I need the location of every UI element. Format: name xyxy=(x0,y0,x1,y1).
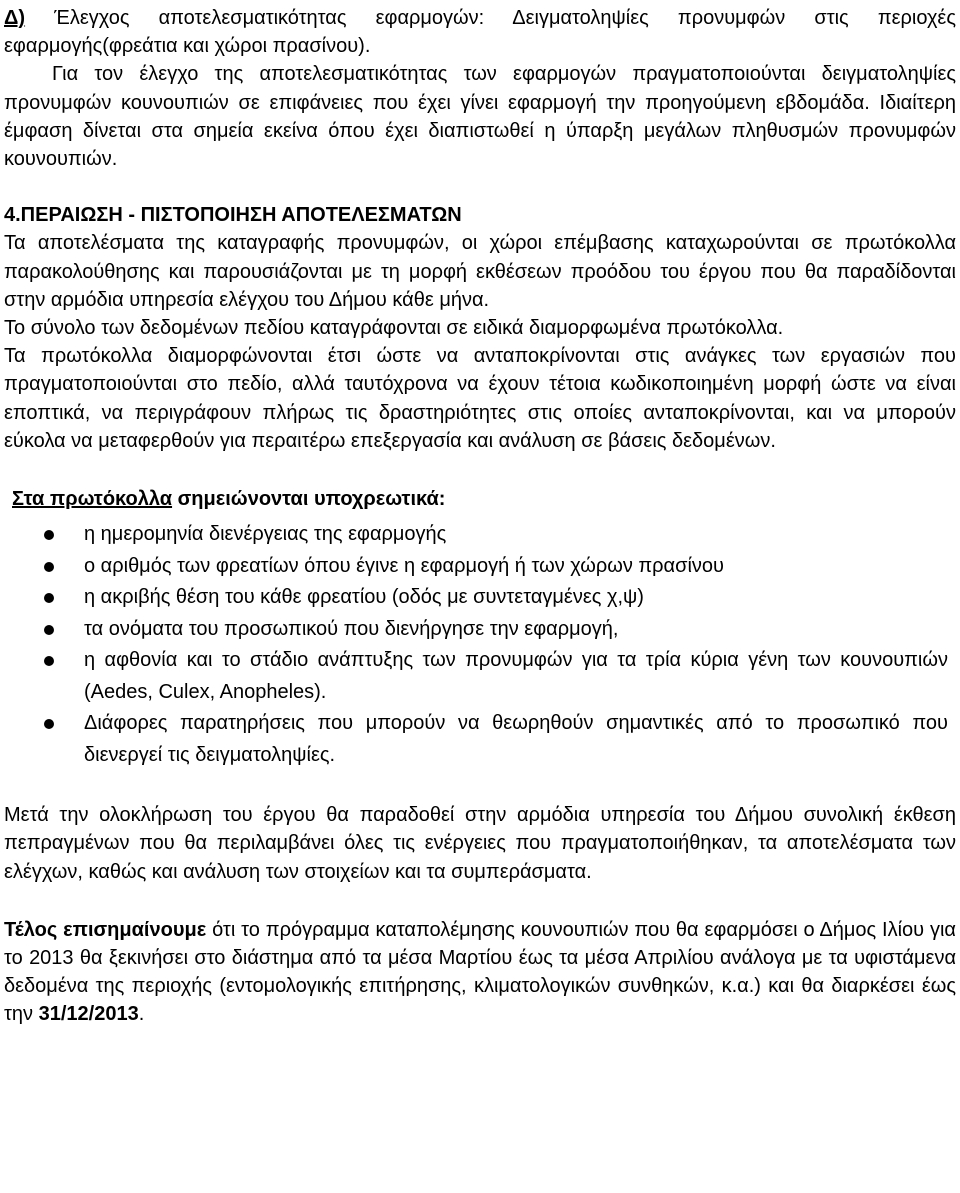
section-4-paragraph-1: Τα αποτελέσματα της καταγραφής προνυμφών, οι χώροι επέμβασης καταχωρούνται σε πρωτόκολλα παρακολούθησης και παρουσιάζονται με τη μορφή εκθέσεων προόδου του έργου που θα παραδίδονται στην αρμόδια υπηρεσία ελέγχου του Δήμου κάθε μήνα. xyxy=(4,232,956,311)
section-d-title xyxy=(4,4,956,60)
section-d-body: Για τον έλεγχο της αποτελεσματικότητας των εφαρμογών πραγματοποιούνται δειγματοληψίες προνυμφών κουνουπιών σε επιφάνειες που έχει γίνει εφαρμογή την προηγούμενη εβδομάδα. Ιδιαίτερη έμφαση δίνεται στα σημεία εκείνα όπου έχει διαπιστωθεί η ύπαρξη μεγάλων πληθυσμών προνυμφών κουνουπιών. xyxy=(4,63,956,171)
section-d-label: Δ) xyxy=(4,7,26,29)
bullet-icon xyxy=(44,530,54,540)
list-item-text: η ημερομηνία διενέργειας της εφαρμογής xyxy=(84,523,447,546)
bullet-icon xyxy=(44,656,54,666)
protocols-heading xyxy=(12,485,956,513)
list-item xyxy=(4,645,948,708)
final-end: . xyxy=(138,1003,145,1026)
bullet-icon xyxy=(44,625,54,635)
bullet-icon xyxy=(44,593,54,603)
list-item xyxy=(4,708,948,771)
list-item xyxy=(4,614,948,646)
protocols-list xyxy=(4,519,956,771)
bullet-icon xyxy=(44,562,54,572)
completion-paragraph: Μετά την ολοκλήρωση του έργου θα παραδοθεί στην αρμόδια υπηρεσία του Δήμου συνολική έκθεση πεπραγμένων που θα περιλαμβάνει όλες τις ενέργειες που πραγματοποιήθηκαν, τα αποτελέσματα των ελέγχων, καθώς και ανάλυση των στοιχείων και τα συμπεράσματα. xyxy=(4,804,956,883)
protocols-heading-underlined: Στα πρωτόκολλα xyxy=(12,488,173,511)
section-4-heading: 4.ΠΕΡΑΙΩΣΗ - ΠΙΣΤΟΠΟΙΗΣΗ ΑΠΟΤΕΛΕΣΜΑΤΩΝ xyxy=(4,204,462,227)
section-d-title-text: Έλεγχος αποτελεσματικότητας εφαρμογών: Δειγματοληψίες προνυμφών στις περιοχές εφαρμογής(φρεάτια και χώροι πρασίνου). xyxy=(4,7,956,58)
final-date: 31/12/2013 xyxy=(38,1003,139,1026)
list-item-text: ο αριθμός των φρεατίων όπου έγινε η εφαρμογή ή των χώρων πρασίνου xyxy=(84,554,724,577)
section-4-paragraph-3: Τα πρωτόκολλα διαμορφώνονται έτσι ώστε να ανταποκρίνονται στις ανάγκες των εργασιών που πραγματοποιούνται στο πεδίο, αλλά ταυτόχρονα να έχουν τέτοια κωδικοποιημένη μορφή ώστε να είναι εποπτικά, να περιγράφουν πλήρως τις δραστηριότητες στις οποίες ανταποκρίνονται, και να μπορούν εύκολα να μεταφερθούν για περαιτέρω επεξεργασία και ανάλυση σε βάσεις δεδομένων. xyxy=(4,345,956,452)
list-item xyxy=(4,582,948,614)
final-text: ότι το πρόγραμμα καταπολέμησης κουνουπιών που θα εφαρμόσει ο Δήμος Ιλίου για το 2013 θα ξεκινήσει στο διάστημα από τα μέσα Μαρτίου έως τα μέσα Απριλίου ανάλογα με τα υφιστάμενα δεδομένα της περιοχής (εντομολογικής επιτήρησης, κλιματολογικών συνθηκών, κ.α.) και θα διαρκέσει έως την xyxy=(4,918,956,1026)
list-item xyxy=(4,551,948,583)
list-item-text: Διάφορες παρατηρήσεις που μπορούν να θεωρηθούν σημαντικές από το προσωπικό που διενεργεί τις δειγματοληψίες. xyxy=(84,712,948,766)
list-item-text: η αφθονία και το στάδιο ανάπτυξης των προνυμφών για τα τρία κύρια γένη των κουνουπιών (Aedes, Culex, Anopheles). xyxy=(84,649,948,703)
section-4-paragraph-2: Το σύνολο των δεδομένων πεδίου καταγράφονται σε ειδικά διαμορφωμένα πρωτόκολλα. xyxy=(4,317,784,340)
list-item xyxy=(4,519,948,551)
document-page xyxy=(4,4,956,1029)
final-bold-lead: Τέλος επισημαίνουμε xyxy=(4,918,207,941)
final-paragraph xyxy=(4,916,956,1029)
list-item-text: η ακριβής θέση του κάθε φρεατίου (οδός με συντεταγμένες χ,ψ) xyxy=(84,586,644,609)
protocols-heading-rest: σημειώνονται υποχρεωτικά: xyxy=(172,488,446,511)
list-item-text: τα ονόματα του προσωπικού που διενήργησε την εφαρμογή, xyxy=(84,617,619,640)
bullet-icon xyxy=(44,719,54,729)
